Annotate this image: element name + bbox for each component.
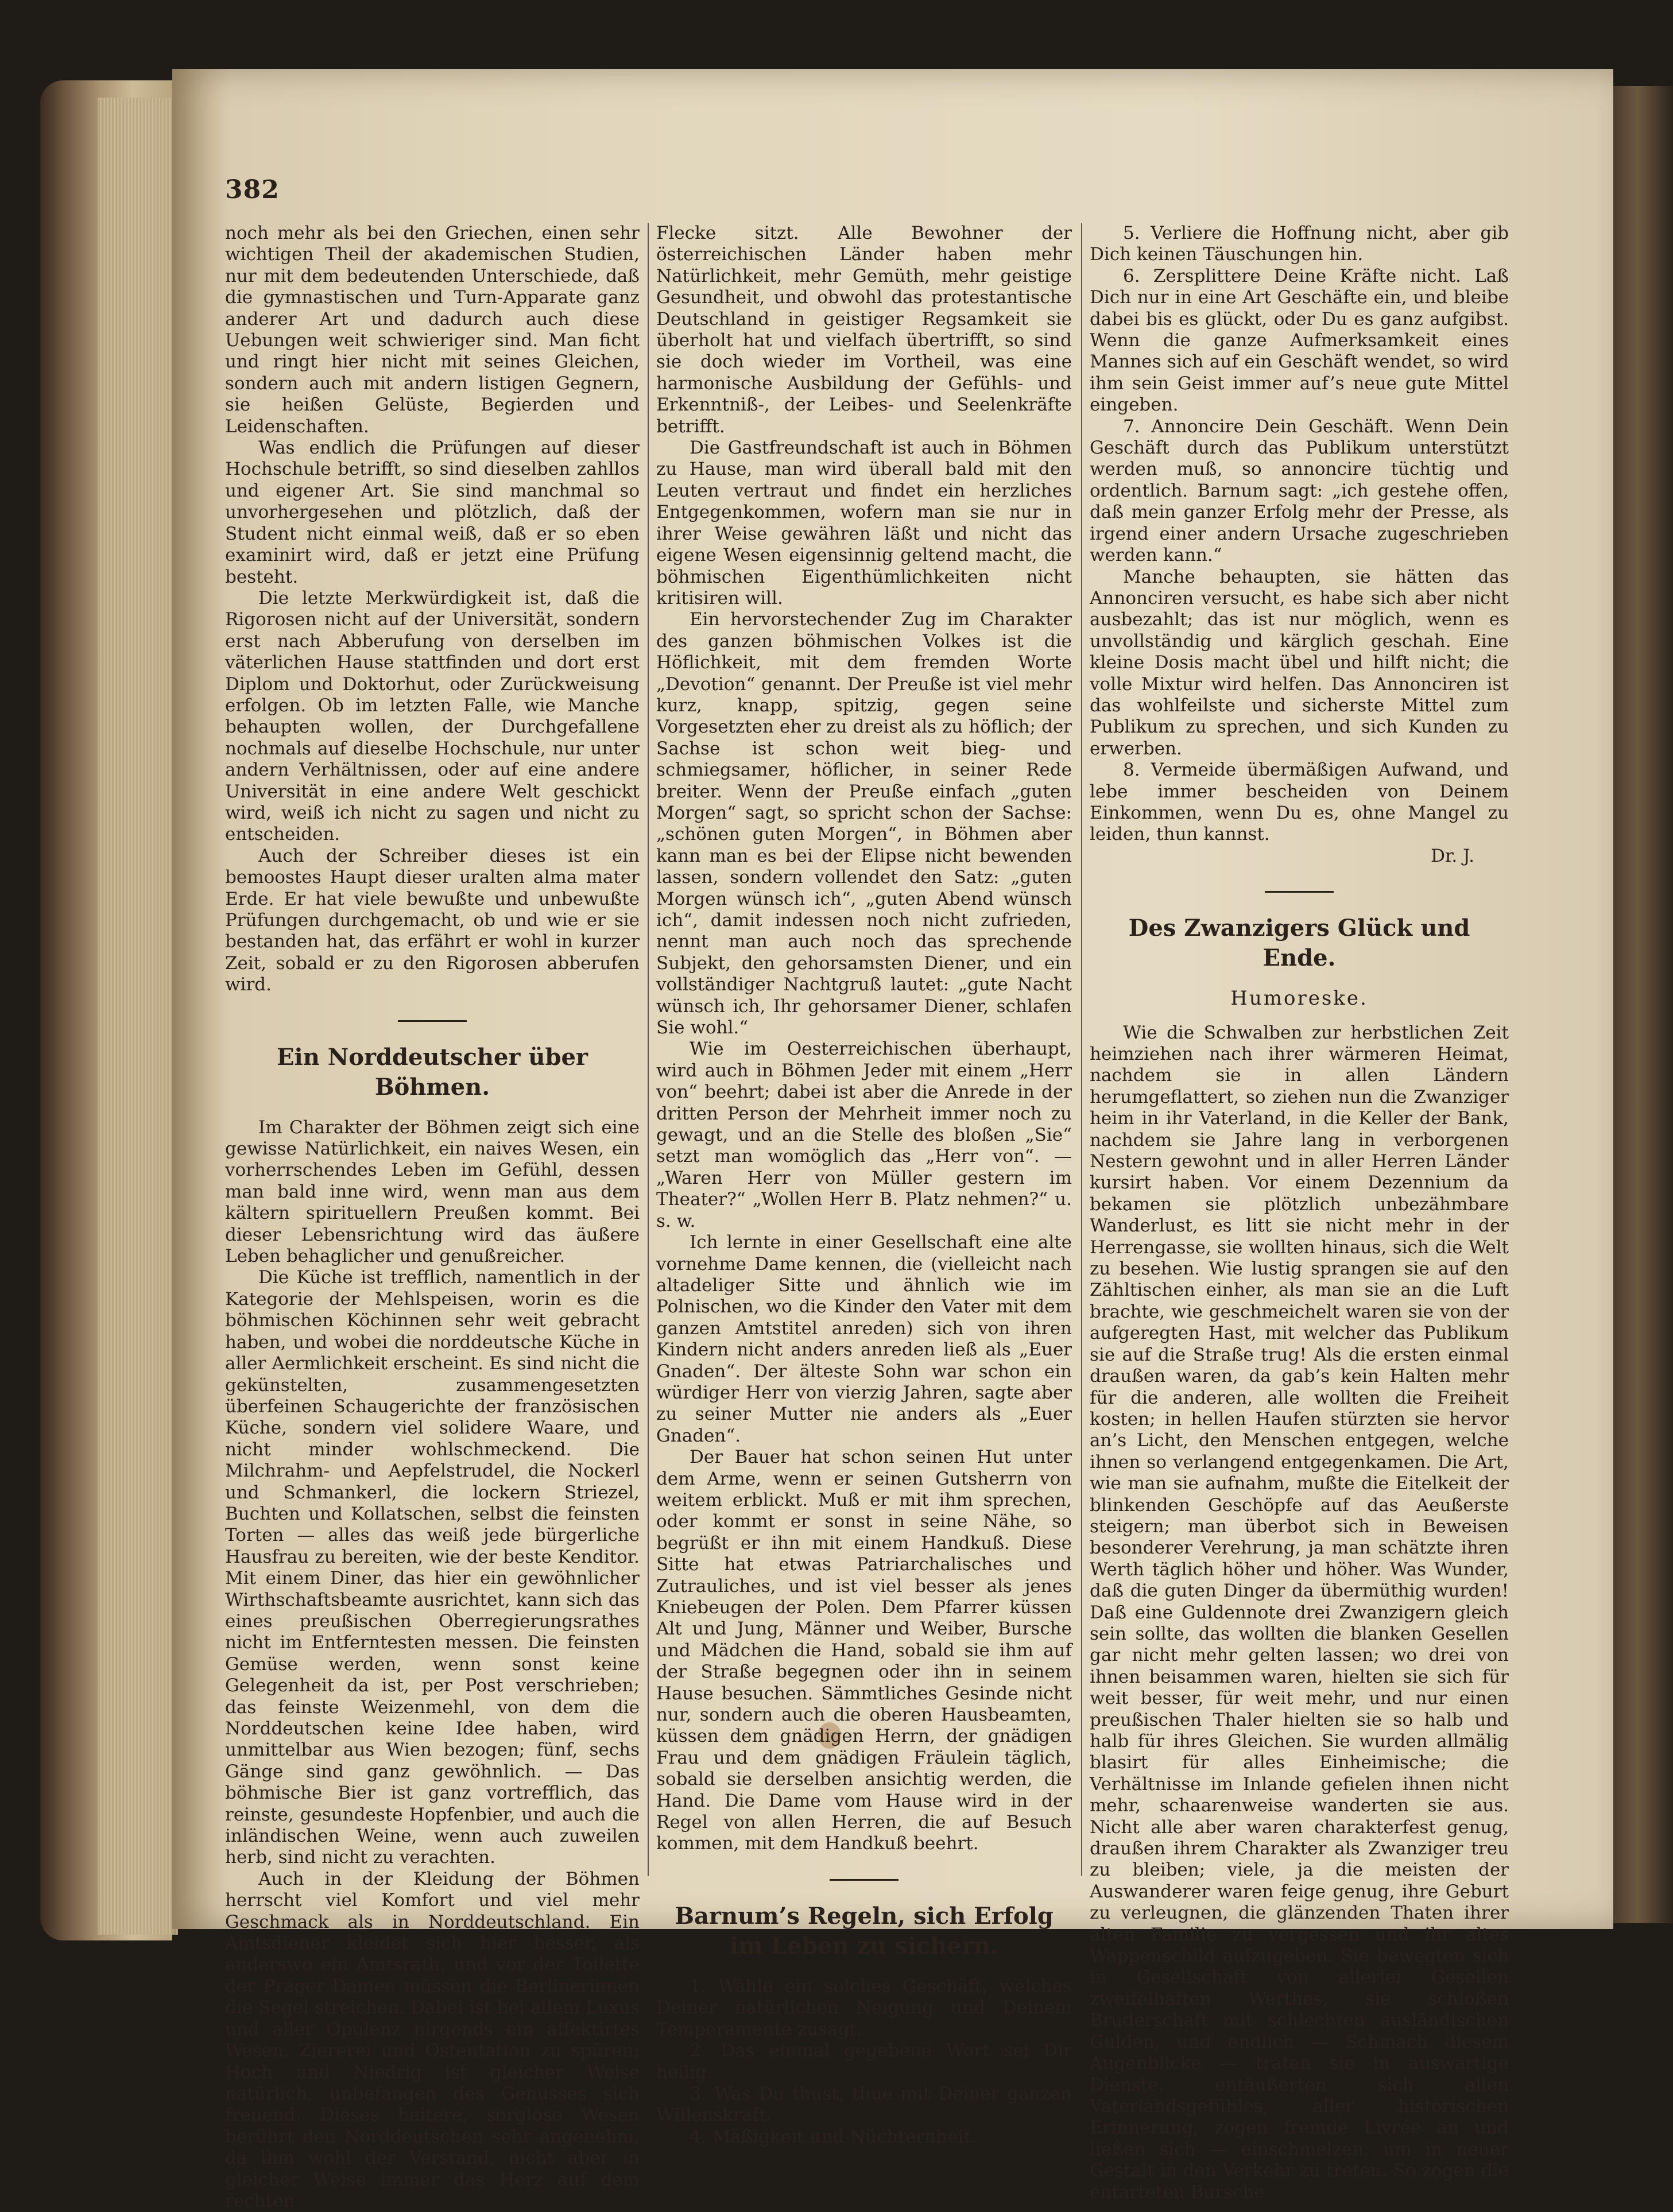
rule-item: 8. Vermeide übermäßigen Aufwand, und lebe immer bescheiden von Deinem Einkommen, wenn Du es, ohne Mangel zu leiden, thun kannst. <box>1090 760 1509 845</box>
section-separator <box>830 1879 899 1881</box>
paragraph: Die Gastfreundschaft ist auch in Böhmen zu Hause, man wird überall bald mit den Leuten vertraut und findet ein herzliches Entgegenkommen, wofern man sie nur in ihrer Weise gewähren läßt und nicht das eigene Wesen eigensinnig geltend macht, die böhmischen Eigenthümlichkeiten nicht kritisiren will. <box>656 437 1072 609</box>
paragraph: Ein hervorstechender Zug im Charakter des ganzen böhmischen Volkes ist die Höflichkeit, mit dem fremden Worte „Devotion“ genannt. Der Preuße ist viel mehr kurz, knapp, spitzig, gegen seine Vorgesetzten eher zu dreist als zu höflich; der Sachse ist schon weit bieg- und schmiegsamer, höflicher, in seiner Rede breiter. Wenn der Preuße einfach „guten Morgen“ sagt, so spricht schon der Sachse: „schönen guten Morgen“, in Böhmen aber kann man es bei der Elipse nicht bewenden lassen, sondern vollendet den Satz: „guten Morgen wünsch ich“, „guten Abend wünsch ich“, damit indessen noch nicht zufrieden, nennt man auch noch das sprechende Subjekt, den gehorsamsten Diener, und ein vollständiger Nachtgruß lautet: „gute Nacht wünsch ich, Ihr gehorsamer Diener, schlafen Sie wohl.“ <box>656 609 1072 1039</box>
rule-item: 7. Annoncire Dein Geschäft. Wenn Dein Geschäft durch das Publikum unterstützt werden muß, so annoncire tüchtig und ordentlich. Barnum sagt: „ich gestehe offen, daß mein ganzer Erfolg mehr der Presse, als irgend einer andern Ursache zugeschrieben werden kann.“ <box>1090 416 1509 566</box>
rule-item: 1. Wähle ein solches Geschäft, welches Deiner natürlichen Neigung und Deinem Temperamente zusagt. <box>656 1975 1072 2040</box>
paragraph: Auch der Schreiber dieses ist ein bemoostes Haupt dieser uralten alma mater Erde. Er hat viele bewußte und unbewußte Prüfungen durchgemacht, ob und wie er sie bestanden hat, das erfährt er wohl in kurzer Zeit, sobald er zu den Rigorosen abberufen wird. <box>225 845 640 995</box>
column-divider <box>648 223 649 1876</box>
page-stack <box>98 98 178 1935</box>
article-heading: Ein Norddeutscher über Böhmen. <box>277 1043 588 1101</box>
article-heading: Des Zwanzigers Glück und Ende. <box>1128 915 1470 972</box>
rule-item: 3. Was Du thust, thue mit Deiner ganzen Willenskraft. <box>656 2083 1072 2126</box>
column-left <box>225 223 640 2211</box>
paragraph: Die letzte Merkwürdigkeit ist, daß die Rigorosen nicht auf der Universität, sondern erst nach Abberufung von derselben im väterlichen Hause stattfinden und dort erst Diplom und Doktorhut, oder Zurückweisung erfolgen. Ob im letzten Falle, wie Manche behaupten wollen, der Durchgefallene nochmals auf dieselbe Hochschule, nur unter andern Verhältnissen, oder auf eine andere Universität in eine andere Welt geschickt wird, weiß ich nicht zu sagen und nicht zu entscheiden. <box>225 587 640 845</box>
right-page-edge <box>1613 86 1673 1923</box>
paragraph: Wie die Schwalben zur herbstlichen Zeit heimziehen nach ihrer wärmeren Heimat, nachdem sie in allen Ländern herumgeflattert, so ziehen nun die Zwanziger heim in ihr Vaterland, in die Keller der Bank, nachdem sie Jahre lang in verborgenen Nestern gewohnt und in aller Herren Länder kursirt haben. Vor einem Dezennium da bekamen sie plötzlich unbezähmbare Wanderlust, es litt sie nicht mehr in der Herrengasse, sie wollten hinaus, sich die Welt zu besehen. Wie lustig sprangen sie auf den Zähltischen einher, als man sie an die Luft brachte, wie geschmeichelt waren sie von der aufgeregten Hast, mit welcher das Publikum sie auf die Straße trug! Als die ersten einmal draußen waren, da gab’s kein Halten mehr für die anderen, alle wollten die Freiheit kosten; in hellen Haufen stürzten sie hervor an’s Licht, den Menschen entgegen, welche ihnen so verlangend entgegenkamen. Die Art, wie man sie aufnahm, mußte die Eitelkeit der blinkenden Geschöpfe auf das Aeußerste steigern; man überbot sich in Beweisen besonderer Verehrung, ja man schätzte ihren Werth täglich höher und höher. Was Wunder, daß die guten Dinger da übermüthig wurden! Daß eine Guldennote drei Zwanzigern gleich sein sollte, das wollten die blanken Gesellen gar nicht mehr gelten lassen; wo drei von ihnen beisammen waren, hielten sie sich für weit besser, für weit mehr, und nur einen preußischen Thaler hielten sie so halb und halb für ihres Gleichen. Sie wurden allmälig blasirt für alles Einheimische; die Verhältnisse im Inlande gefielen ihnen nicht mehr, schaarenweise wanderten sie aus. Nicht alle aber waren charakterfest genug, draußen ihrem Charakter als Zwanziger treu zu bleiben; viele, ja die meisten der Auswanderer waren feige genug, ihre Geburt zu verleugnen, die glänzenden Thaten ihrer alten Familie zu vergessen und ihr altes Wappenschild aufzugeben. Sie bewegten sich in Gesellschaft von allerlei Gesellen zweifelhaften Werthes, sie schloßen Bruderschaft mit schlechten ausländischen Gulden, und endlich — Schmach diesem Augenblicke — traten sie in auswärtige Dienste, entäußerten sich allen Vaterlandsgefühles, aller historischen Erinnerung, zogen fremde Livrée an und ließen sich — einschmelzen, um in neuer Gestalt in den Verkehr zu treten. So zogen die entarteten Bursche <box>1090 1022 1509 2203</box>
rule-item: 2. Das einmal gegebene Wort sei Dir heilig. <box>656 2040 1072 2083</box>
book-page <box>172 69 1613 2211</box>
paragraph: Manche behaupten, sie hätten das Annonciren versucht, es habe sich aber nicht ausbezahlt; das ist nur möglich, wenn es unvollständig und kärglich geschah. Eine kleine Dosis macht übel und hilft nicht; die volle Mixtur wird helfen. Das Annonciren ist das wohlfeilste und sicherste Mittel zum Publikum zu sprechen, und sich Kunden zu erwerben. <box>1090 566 1509 759</box>
section-separator <box>398 1020 467 1022</box>
paragraph: Was endlich die Prüfungen auf dieser Hochschule betrifft, so sind dieselben zahllos und eigener Art. Sie sind manchmal so unvorhergesehen und plötzlich, daß der Student nicht einmal weiß, daß er so eben examinirt wird, daß er jetzt eine Prüfung besteht. <box>225 437 640 587</box>
column-divider <box>1081 223 1082 1876</box>
column-middle <box>656 223 1072 2147</box>
paragraph: Ich lernte in einer Gesellschaft eine alte vornehme Dame kennen, die (vielleicht nach altadeliger Sitte und ähnlich wie im Polnischen, wo die Kinder den Vater mit dem ganzen Amtstitel anreden) sich von ihren Kindern nicht anders anreden ließ als „Euer Gnaden“. Der älteste Sohn war schon ein würdiger Herr von vierzig Jahren, sagte aber zu seiner Mutter nie anders als „Euer Gnaden“. <box>656 1232 1072 1446</box>
rule-item: 6. Zersplittere Deine Kräfte nicht. Laß Dich nur in eine Art Geschäfte ein, und bleibe dabei bis es glückt, oder Du es ganz aufgibst. Wenn die ganze Aufmerksamkeit eines Mannes sich auf ein Geschäft wendet, so wird ihm sein Geist immer auf’s neue gute Mittel eingeben. <box>1090 265 1509 416</box>
paragraph: Der Bauer hat schon seinen Hut unter dem Arme, wenn er seinen Gutsherrn von weitem erblickt. Muß er mit ihm sprechen, oder kommt er sonst in seine Nähe, so begrüßt er ihn mit einem Handkuß. Diese Sitte hat etwas Patriarchalisches und Zutrauliches, und ist viel besser als jenes Kniebeugen der Polen. Dem Pfarrer küssen Alt und Jung, Männer und Weiber, Bursche und Mädchen die Hand, sobald sie ihm auf der Straße begegnen oder ihn in seinem Hause besuchen. Sämmtliches Gesinde nicht nur, sondern auch die oberen Hausbeamten, küssen dem gnädigen Herrn, der gnädigen Frau und dem gnädigen Fräulein täglich, sobald sie derselben ansichtig werden, die Hand. Die Dame vom Hause wird in der Regel von allen Herren, die auf Besuch kommen, mit dem Handkuß beehrt. <box>656 1447 1072 1854</box>
paragraph: Flecke sitzt. Alle Bewohner der österreichischen Länder haben mehr Natürlichkeit, mehr Gemüth, mehr geistige Gesundheit, und obwohl das protestantische Deutschland in geistiger Regsamkeit sie überholt hat und vielfach übertrifft, so sind sie doch wieder im Vortheil, was eine harmonische Ausbildung der Gefühls- und Erkenntniß-, der Leibes- und Seelenkräfte betrifft. <box>656 223 1072 437</box>
rule-item: 5. Verliere die Hoffnung nicht, aber gib Dich keinen Täuschungen hin. <box>1090 223 1509 265</box>
paragraph: Im Charakter der Böhmen zeigt sich eine gewisse Natürlichkeit, ein naives Wesen, ein vorherrschendes Leben im Gefühl, dessen man bald inne wird, wenn man aus dem kältern spirituellern Preußen kommt. Bei dieser Lebensrichtung wird das äußere Leben behaglicher und genußreicher. <box>225 1117 640 1267</box>
paragraph: Auch in der Kleidung der Böhmen herrscht viel Komfort und viel mehr Geschmack als in Norddeutschland. Ein Amtsdiener kleidet sich hier besser, als anderswo ein Amtsrath, und vor der Toilette der Prager Damen müssen die Berlinerinnen die Segel streichen. Dabei ist bei allem Luxus und aller Opulenz nirgends ein affektirtes Wesen, Ziererei und Ostentation zu spüren; Hoch und Niedrig ist gleicher Weise natürlich, unbefangen des Genusses sich freuend. Dieses heitere, sorglose Wesen berührt den Norddeutschen sehr angenehm, da ihm wohl der Verstand, nicht aber in gleicher Weise immer das Herz auf dem rechten <box>225 1868 640 2211</box>
paragraph: noch mehr als bei den Griechen, einen sehr wichtigen Theil der akademischen Studien, nur mit dem bedeutenden Unterschiede, daß die gymnastischen und Turn-Apparate ganz anderer Art und dadurch auch diese Uebungen weit schwieriger sind. Man ficht und ringt hier nicht mit seines Gleichen, sondern auch mit andern listigen Gegnern, sie heißen Gelüste, Begierden und Leidenschaften. <box>225 223 640 437</box>
article-subheading: Humoreske. <box>1230 987 1368 1010</box>
paragraph: Wie im Oesterreichischen überhaupt, wird auch in Böhmen Jeder mit einem „Herr von“ beehrt; dabei ist aber die Anrede in der dritten Person der Mehrheit immer noch zu gewagt, und an die Stelle des bloßen „Sie“ setzt man womöglich das „Herr von“. — „Waren Herr von Müller gestern im Theater?“ „Wollen Herr B. Platz nehmen?“ u. s. w. <box>656 1039 1072 1231</box>
rule-item: 4. Mäßigkeit und Nüchternheit. <box>690 2126 977 2147</box>
page-number: 382 <box>225 175 280 204</box>
paragraph: Die Küche ist trefflich, namentlich in der Kategorie der Mehlspeisen, worin es die böhmischen Köchinnen sehr weit gebracht haben, und wobei die norddeutsche Küche in aller Aermlichkeit erscheint. Es sind nicht die gekünstelten, zusammengesetzten überfeinen Schaugerichte der französischen Küche, sondern viel solidere Waare, und nicht minder wohlschmeckend. Die Milchrahm- und Aepfelstrudel, die Nockerl und Schmankerl, die lockern Striezel, Buchten und Kollatschen, selbst die feinsten Torten — alles das weiß jede bürgerliche Hausfrau zu bereiten, wie der beste Kenditor. Mit einem Diner, das hier ein gewöhnlicher Wirthschaftsbeamte ausrichtet, kann sich das eines preußischen Oberregierungsrathes nicht im Entferntesten messen. Die feinsten Gemüse werden, wenn sonst keine Gelegenheit da ist, per Post verschrieben; das feinste Weizenmehl, von dem die Norddeutschen keine Idee haben, wird unmittelbar aus Wien bezogen; fünf, sechs Gänge sind ganz gewöhnlich. — Das böhmische Bier ist ganz vortrefflich, das reinste, gesundeste Hopfenbier, und auch die inländischen Weine, wenn auch zuweilen herb, sind nicht zu verachten. <box>225 1267 640 1868</box>
author-signature: Dr. J. <box>1431 845 1474 866</box>
column-right <box>1090 223 1509 2203</box>
article-heading: Barnum’s Regeln, sich Erfolg im Leben zu sichern. <box>675 1902 1054 1959</box>
section-separator <box>1265 891 1334 893</box>
